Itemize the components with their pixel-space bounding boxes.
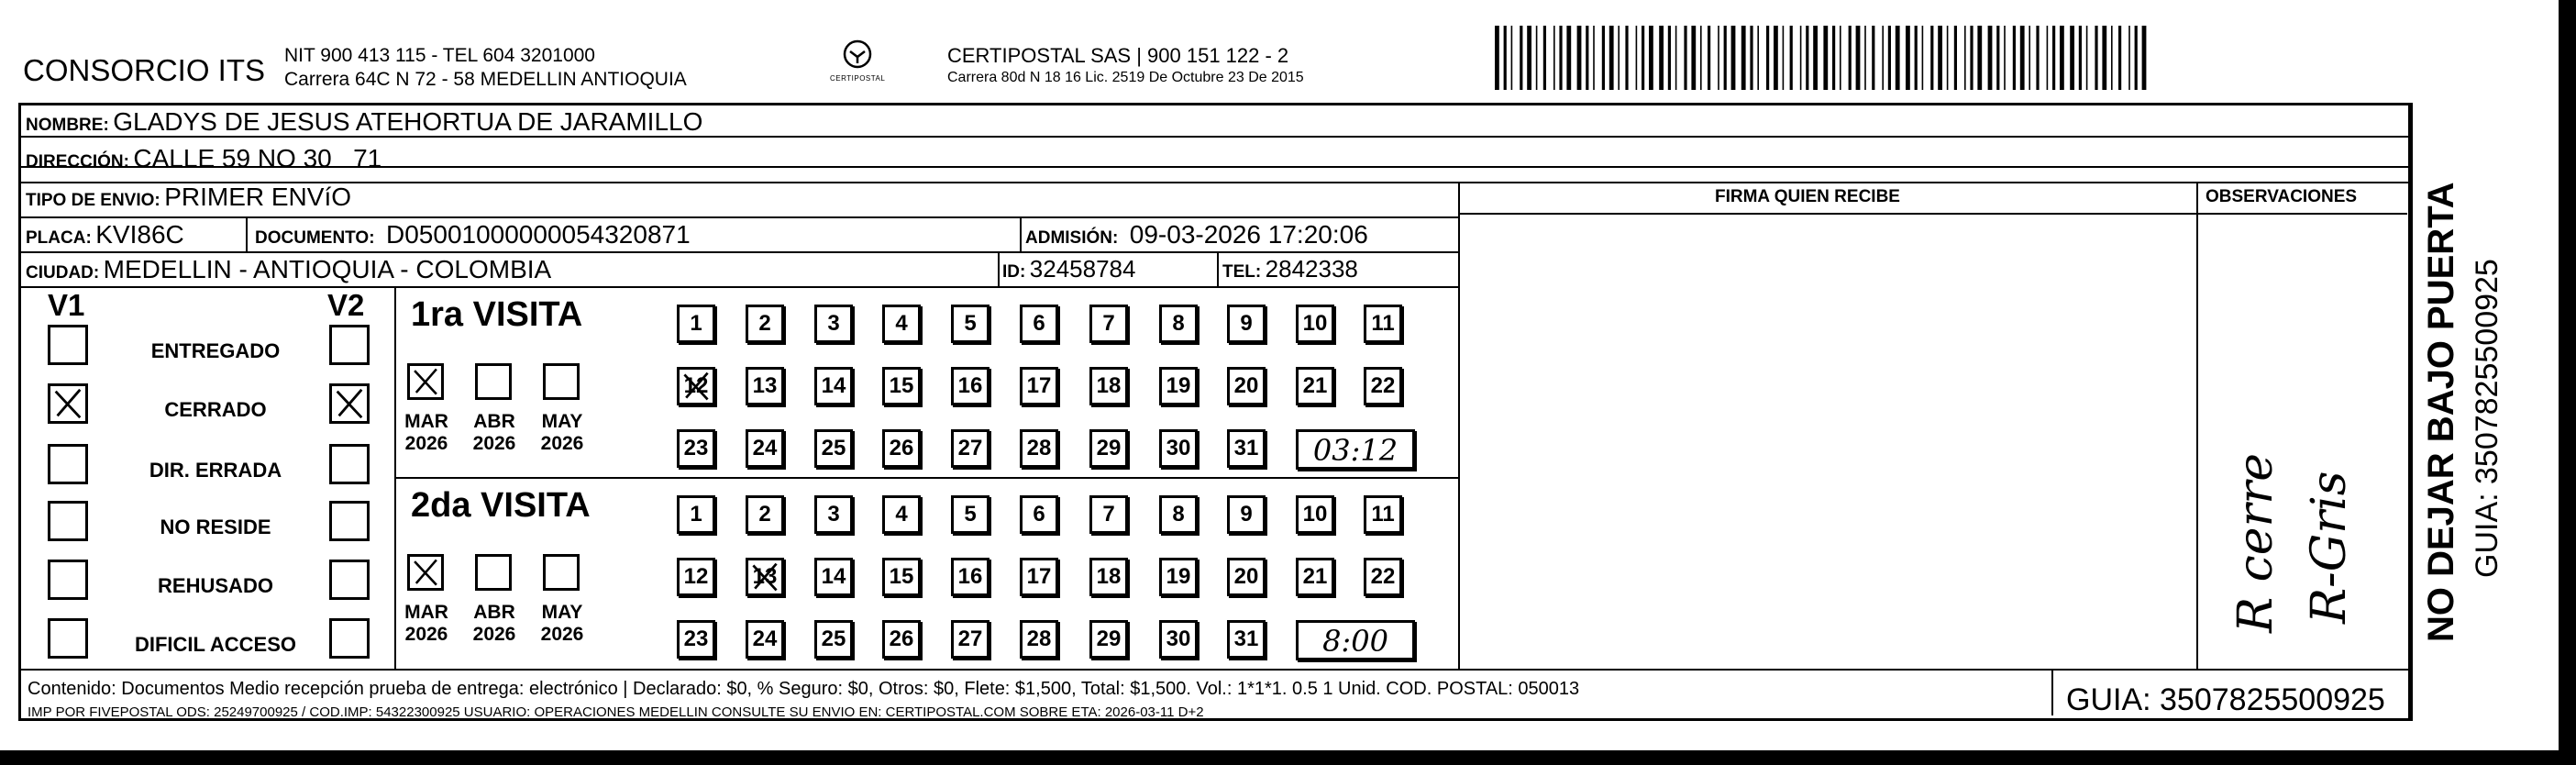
month-year: 2026: [404, 624, 448, 645]
reason-label: ENTREGADO: [150, 339, 281, 362]
type-row: [26, 183, 351, 212]
barcode-bar: [1774, 26, 1778, 90]
month-year: 2026: [404, 433, 448, 454]
barcode-bar: [1495, 26, 1499, 90]
barcode-bar: [1668, 26, 1671, 90]
barcode-bar: [1731, 26, 1736, 90]
courier-logo: [830, 39, 885, 94]
courier-address: Carrera 80d N 18 16 Lic. 2519 De Octubre 23 De 2015: [947, 70, 1304, 85]
reason-label: DIFICIL ACCESO: [134, 633, 296, 656]
barcode-bar: [1527, 26, 1531, 90]
barcode-bar: [1766, 26, 1769, 90]
barcode-bar: [1553, 26, 1555, 90]
type-label: TIPO DE ENVIO:: [26, 191, 160, 210]
day-box[interactable]: 20: [1227, 558, 1266, 596]
reason-label: NO RESIDE: [160, 516, 271, 538]
barcode-bar: [2111, 26, 2113, 90]
x-mark-icon: [50, 386, 85, 421]
day-box[interactable]: 3: [814, 495, 853, 534]
day-box[interactable]: 15: [882, 367, 921, 405]
barcode-bar: [1864, 26, 1866, 90]
barcode-bar: [1922, 26, 1924, 90]
barcode-bar: [1750, 26, 1752, 90]
barcode-bar: [1684, 26, 1686, 90]
month-label: [466, 411, 523, 455]
address-row: [26, 144, 381, 173]
v2-checkbox[interactable]: [329, 501, 370, 541]
barcode-bar: [1783, 26, 1785, 90]
time-box[interactable]: [1296, 620, 1415, 660]
barcode-bar: [1724, 26, 1727, 90]
barcode-bar: [1823, 26, 1828, 90]
footer-line-2: IMP POR FIVEPOSTAL ODS: 25249700925 / COD.IMP: 54322300925 USUARIO: OPERACIONES MEDELLIN CONSULTE SU ENVIO EN: CERTIPOSTAL.COM SOBRE ETA: 2026-03-11 D+2: [28, 704, 1204, 720]
day-box[interactable]: 1: [677, 495, 715, 534]
barcode-bar: [2020, 26, 2025, 90]
plate-label: PLACA:: [26, 228, 92, 248]
id-row: [1002, 255, 1135, 283]
firma-label: FIRMA QUIEN RECIBE: [1715, 187, 1900, 206]
month-year: 2026: [472, 624, 516, 645]
v1-checkbox[interactable]: [48, 325, 88, 365]
v2-checkbox[interactable]: [329, 618, 370, 659]
month-checkbox[interactable]: [475, 363, 512, 400]
barcode-bar: [1700, 26, 1702, 90]
day-box[interactable]: 21: [1296, 558, 1334, 596]
visit-title: 1ra VISITA: [411, 295, 583, 334]
barcode-bar: [1906, 26, 1910, 90]
month-name: MAY: [541, 602, 583, 623]
day-box[interactable]: 16: [951, 367, 989, 405]
v2-checkbox[interactable]: [329, 325, 370, 365]
day-box[interactable]: 12: [677, 558, 715, 596]
barcode-bar: [2095, 26, 2097, 90]
day-box[interactable]: 26: [882, 620, 921, 659]
day-box[interactable]: 18: [1089, 558, 1128, 596]
day-box[interactable]: 6: [1020, 305, 1058, 343]
barcode-bar: [1977, 26, 1982, 90]
company-nit: NIT 900 413 115 - TEL 604 3201000: [284, 45, 595, 66]
barcode-bar: [1996, 26, 1999, 90]
card-shadow-bottom: [0, 750, 2576, 765]
barcode-bar: [2102, 26, 2106, 90]
day-box[interactable]: 13: [746, 558, 784, 596]
day-box[interactable]: 23: [677, 429, 715, 468]
time-box[interactable]: [1296, 429, 1415, 470]
city-value: MEDELLIN - ANTIOQUIA - COLOMBIA: [103, 255, 552, 283]
day-box[interactable]: 24: [746, 620, 784, 659]
day-box[interactable]: 22: [1364, 367, 1402, 405]
day-box[interactable]: 15: [882, 558, 921, 596]
barcode-bar: [1840, 26, 1841, 90]
barcode-bar: [1832, 26, 1835, 90]
barcode-bar: [1520, 26, 1522, 90]
month-name: MAY: [541, 411, 583, 432]
v2-checkbox[interactable]: [329, 444, 370, 484]
day-box[interactable]: 26: [882, 429, 921, 468]
day-box[interactable]: 14: [814, 558, 853, 596]
day-box[interactable]: 25: [814, 429, 853, 468]
tel-label: TEL:: [1222, 262, 1262, 282]
day-box[interactable]: 23: [677, 620, 715, 659]
day-box[interactable]: 10: [1296, 495, 1334, 534]
envelope-seal-icon: [842, 39, 873, 70]
day-box[interactable]: 20: [1227, 367, 1266, 405]
v2-label: V2: [327, 288, 365, 322]
day-box[interactable]: 22: [1364, 558, 1402, 596]
day-box[interactable]: 7: [1089, 495, 1128, 534]
barcode-bar: [1964, 26, 1966, 90]
barcode-bar: [1947, 26, 1949, 90]
v1-label: V1: [48, 288, 85, 322]
barcode-bar: [1813, 26, 1818, 90]
barcode-bar: [2079, 26, 2082, 90]
barcode-bar: [1954, 26, 1957, 90]
day-box[interactable]: 30: [1159, 620, 1198, 659]
barcode-bar: [2086, 26, 2088, 90]
courier-info: [947, 44, 1304, 88]
admission-label: ADMISIÓN:: [1025, 228, 1119, 248]
day-box[interactable]: 27: [951, 620, 989, 659]
day-box[interactable]: 5: [951, 305, 989, 343]
city-row: [26, 255, 551, 284]
barcode-bar: [1536, 26, 1538, 90]
x-mark-icon: [332, 386, 367, 421]
day-box[interactable]: 16: [951, 558, 989, 596]
barcode-bar: [2118, 26, 2121, 90]
x-mark-icon: [680, 370, 713, 403]
barcode-bar: [2052, 26, 2055, 90]
month-checkbox[interactable]: [543, 363, 580, 400]
barcode-bar: [2004, 26, 2006, 90]
plate-value: KVI86C: [95, 220, 184, 249]
document-value: D05001000000054320871: [386, 220, 691, 249]
document-label: DOCUMENTO:: [255, 228, 375, 248]
day-box[interactable]: 4: [882, 305, 921, 343]
barcode-bar: [1882, 26, 1884, 90]
barcode-bar: [1618, 26, 1620, 90]
barcode-bar: [1741, 26, 1746, 90]
admission-row: [1025, 220, 1368, 249]
recipient-name: GLADYS DE JESUS ATEHORTUA DE JARAMILLO: [113, 107, 703, 136]
barcode-bar: [1888, 26, 1891, 90]
barcode-bar: [1757, 26, 1759, 90]
barcode-bar: [1586, 26, 1588, 90]
month-label: [466, 602, 523, 646]
month-year: 2026: [472, 433, 516, 454]
month-name: ABR: [473, 602, 515, 623]
handwritten-time: 03:12: [1312, 433, 1399, 468]
day-box[interactable]: 2: [746, 305, 784, 343]
month-label: [398, 411, 455, 455]
barcode-bar: [1636, 26, 1638, 90]
barcode-bar: [2142, 26, 2147, 90]
card-shadow-right: [2559, 0, 2576, 765]
barcode: [1495, 26, 2157, 90]
day-box[interactable]: 13: [746, 367, 784, 405]
observaciones-label: OBSERVACIONES: [2206, 187, 2358, 206]
day-box[interactable]: 2: [746, 495, 784, 534]
v1-checkbox[interactable]: [48, 383, 88, 424]
x-mark-icon: [410, 366, 441, 397]
day-box[interactable]: 19: [1159, 367, 1198, 405]
v1-checkbox[interactable]: [48, 444, 88, 484]
delivery-card: [18, 103, 2413, 721]
shipment-type: PRIMER ENVíO: [164, 183, 352, 211]
barcode-bar: [1970, 26, 1973, 90]
barcode-bar: [1708, 26, 1710, 90]
barcode-bar: [1930, 26, 1933, 90]
barcode-bar: [1806, 26, 1808, 90]
month-checkbox[interactable]: [407, 554, 444, 591]
reason-label: CERRADO: [164, 398, 267, 421]
day-box[interactable]: 17: [1020, 558, 1058, 596]
barcode-bar: [2013, 26, 2016, 90]
day-box[interactable]: 3: [814, 305, 853, 343]
barcode-bar: [1593, 26, 1595, 90]
month-year: 2026: [540, 624, 584, 645]
city-label: CIUDAD:: [26, 263, 100, 283]
barcode-bar: [2070, 26, 2074, 90]
day-box[interactable]: 7: [1089, 305, 1128, 343]
day-box[interactable]: 9: [1227, 495, 1266, 534]
month-name: MAR: [404, 411, 448, 432]
day-box[interactable]: 1: [677, 305, 715, 343]
barcode-bar: [1988, 26, 1993, 90]
footer-line-1: Contenido: Documentos Medio recepción prueba de entrega: electrónico | Declarado: $0, % Seguro: $0, Otros: $0, Flete: $1,500, Total: $1,500. Vol.: 1*1*1. 0.5 1 Unid. COD. POSTAL: 050013: [28, 679, 1580, 699]
barcode-bar: [1543, 26, 1546, 90]
month-year: 2026: [540, 433, 584, 454]
footer-guia: GUIA: 3507825500925: [2066, 682, 2385, 717]
day-box[interactable]: 11: [1364, 495, 1402, 534]
v1-checkbox[interactable]: [48, 560, 88, 600]
barcode-bar: [1625, 26, 1628, 90]
barcode-bar: [1675, 26, 1677, 90]
v1-checkbox[interactable]: [48, 501, 88, 541]
recipient-address: CALLE 59 NO 30 71: [133, 144, 382, 172]
day-box[interactable]: 21: [1296, 367, 1334, 405]
barcode-bar: [1566, 26, 1571, 90]
reason-label: DIR. ERRADA: [149, 459, 282, 482]
side-notice: NO DEJAR BAJO PUERTA: [2421, 182, 2461, 642]
v2-checkbox[interactable]: [329, 560, 370, 600]
day-box[interactable]: 24: [746, 429, 784, 468]
barcode-bar: [1559, 26, 1562, 90]
id-label: ID:: [1002, 262, 1026, 282]
observation-handwritten-1: R cerre: [2228, 452, 2283, 633]
day-box[interactable]: 4: [882, 495, 921, 534]
v1-checkbox[interactable]: [48, 618, 88, 659]
day-box[interactable]: 17: [1020, 367, 1058, 405]
month-label: [398, 602, 455, 646]
barcode-bar: [1938, 26, 1942, 90]
day-box[interactable]: 18: [1089, 367, 1128, 405]
day-box[interactable]: 14: [814, 367, 853, 405]
barcode-bar: [2135, 26, 2138, 90]
observation-handwritten-2: R-Gris: [2302, 471, 2357, 624]
day-box[interactable]: 5: [951, 495, 989, 534]
day-box[interactable]: 19: [1159, 558, 1198, 596]
barcode-bar: [1800, 26, 1802, 90]
tel-row: [1222, 255, 1358, 283]
barcode-bar: [2128, 26, 2130, 90]
barcode-bar: [2060, 26, 2064, 90]
barcode-bar: [1659, 26, 1664, 90]
reason-label: REHUSADO: [158, 574, 273, 597]
v2-checkbox[interactable]: [329, 383, 370, 424]
barcode-bar: [1609, 26, 1614, 90]
id-value: 32458784: [1029, 255, 1136, 283]
day-box[interactable]: 25: [814, 620, 853, 659]
barcode-bar: [1649, 26, 1653, 90]
day-box[interactable]: 11: [1364, 305, 1402, 343]
barcode-bar: [1856, 26, 1861, 90]
day-box[interactable]: 29: [1089, 429, 1128, 468]
visit-title: 2da VISITA: [411, 486, 591, 525]
day-box[interactable]: 29: [1089, 620, 1128, 659]
day-box[interactable]: 28: [1020, 620, 1058, 659]
day-box[interactable]: 30: [1159, 429, 1198, 468]
courier-name: CERTIPOSTAL SAS | 900 151 122 - 2: [947, 44, 1289, 67]
tel-value: 2842338: [1265, 255, 1358, 283]
day-box[interactable]: 27: [951, 429, 989, 468]
barcode-bar: [1718, 26, 1719, 90]
day-box[interactable]: 31: [1227, 429, 1266, 468]
day-box[interactable]: 8: [1159, 305, 1198, 343]
month-checkbox[interactable]: [543, 554, 580, 591]
document-row: [255, 220, 691, 249]
barcode-bar: [1577, 26, 1582, 90]
plate-row: [26, 220, 184, 249]
barcode-bar: [2047, 26, 2049, 90]
x-mark-icon: [748, 560, 781, 593]
name-row: [26, 107, 702, 137]
barcode-bar: [1896, 26, 1900, 90]
barcode-bar: [1504, 26, 1507, 90]
barcode-bar: [1849, 26, 1852, 90]
day-box[interactable]: 28: [1020, 429, 1058, 468]
company-name: CONSORCIO ITS: [23, 53, 266, 87]
day-box[interactable]: 12: [677, 367, 715, 405]
barcode-bar: [1790, 26, 1793, 90]
side-guia: GUIA: 3507825500925: [2470, 259, 2504, 578]
day-strike-mark: [680, 370, 713, 403]
barcode-bar: [2029, 26, 2030, 90]
day-box[interactable]: 8: [1159, 495, 1198, 534]
month-label: [534, 602, 591, 646]
barcode-bar: [1915, 26, 1918, 90]
month-name: MAR: [404, 602, 448, 623]
barcode-bar: [1511, 26, 1513, 90]
day-box[interactable]: 31: [1227, 620, 1266, 659]
company-address: Carrera 64C N 72 - 58 MEDELLIN ANTIOQUIA: [284, 69, 687, 90]
day-box[interactable]: 10: [1296, 305, 1334, 343]
x-mark-icon: [410, 557, 441, 588]
month-checkbox[interactable]: [475, 554, 512, 591]
address-label: DIRECCIÓN:: [26, 152, 129, 172]
day-box[interactable]: 9: [1227, 305, 1266, 343]
day-strike-mark: [748, 560, 781, 593]
month-label: [534, 411, 591, 455]
logo-text: CERTIPOSTAL: [830, 74, 886, 83]
barcode-bar: [1642, 26, 1644, 90]
barcode-bar: [2036, 26, 2039, 90]
month-checkbox[interactable]: [407, 363, 444, 400]
name-label: NOMBRE:: [26, 116, 109, 135]
month-name: ABR: [473, 411, 515, 432]
day-box[interactable]: 6: [1020, 495, 1058, 534]
company-info: [284, 44, 687, 92]
barcode-bar: [1602, 26, 1605, 90]
admission-value: 09-03-2026 17:20:06: [1129, 220, 1368, 249]
barcode-bar: [1691, 26, 1696, 90]
barcode-bar: [1872, 26, 1874, 90]
handwritten-time: 8:00: [1322, 624, 1388, 659]
